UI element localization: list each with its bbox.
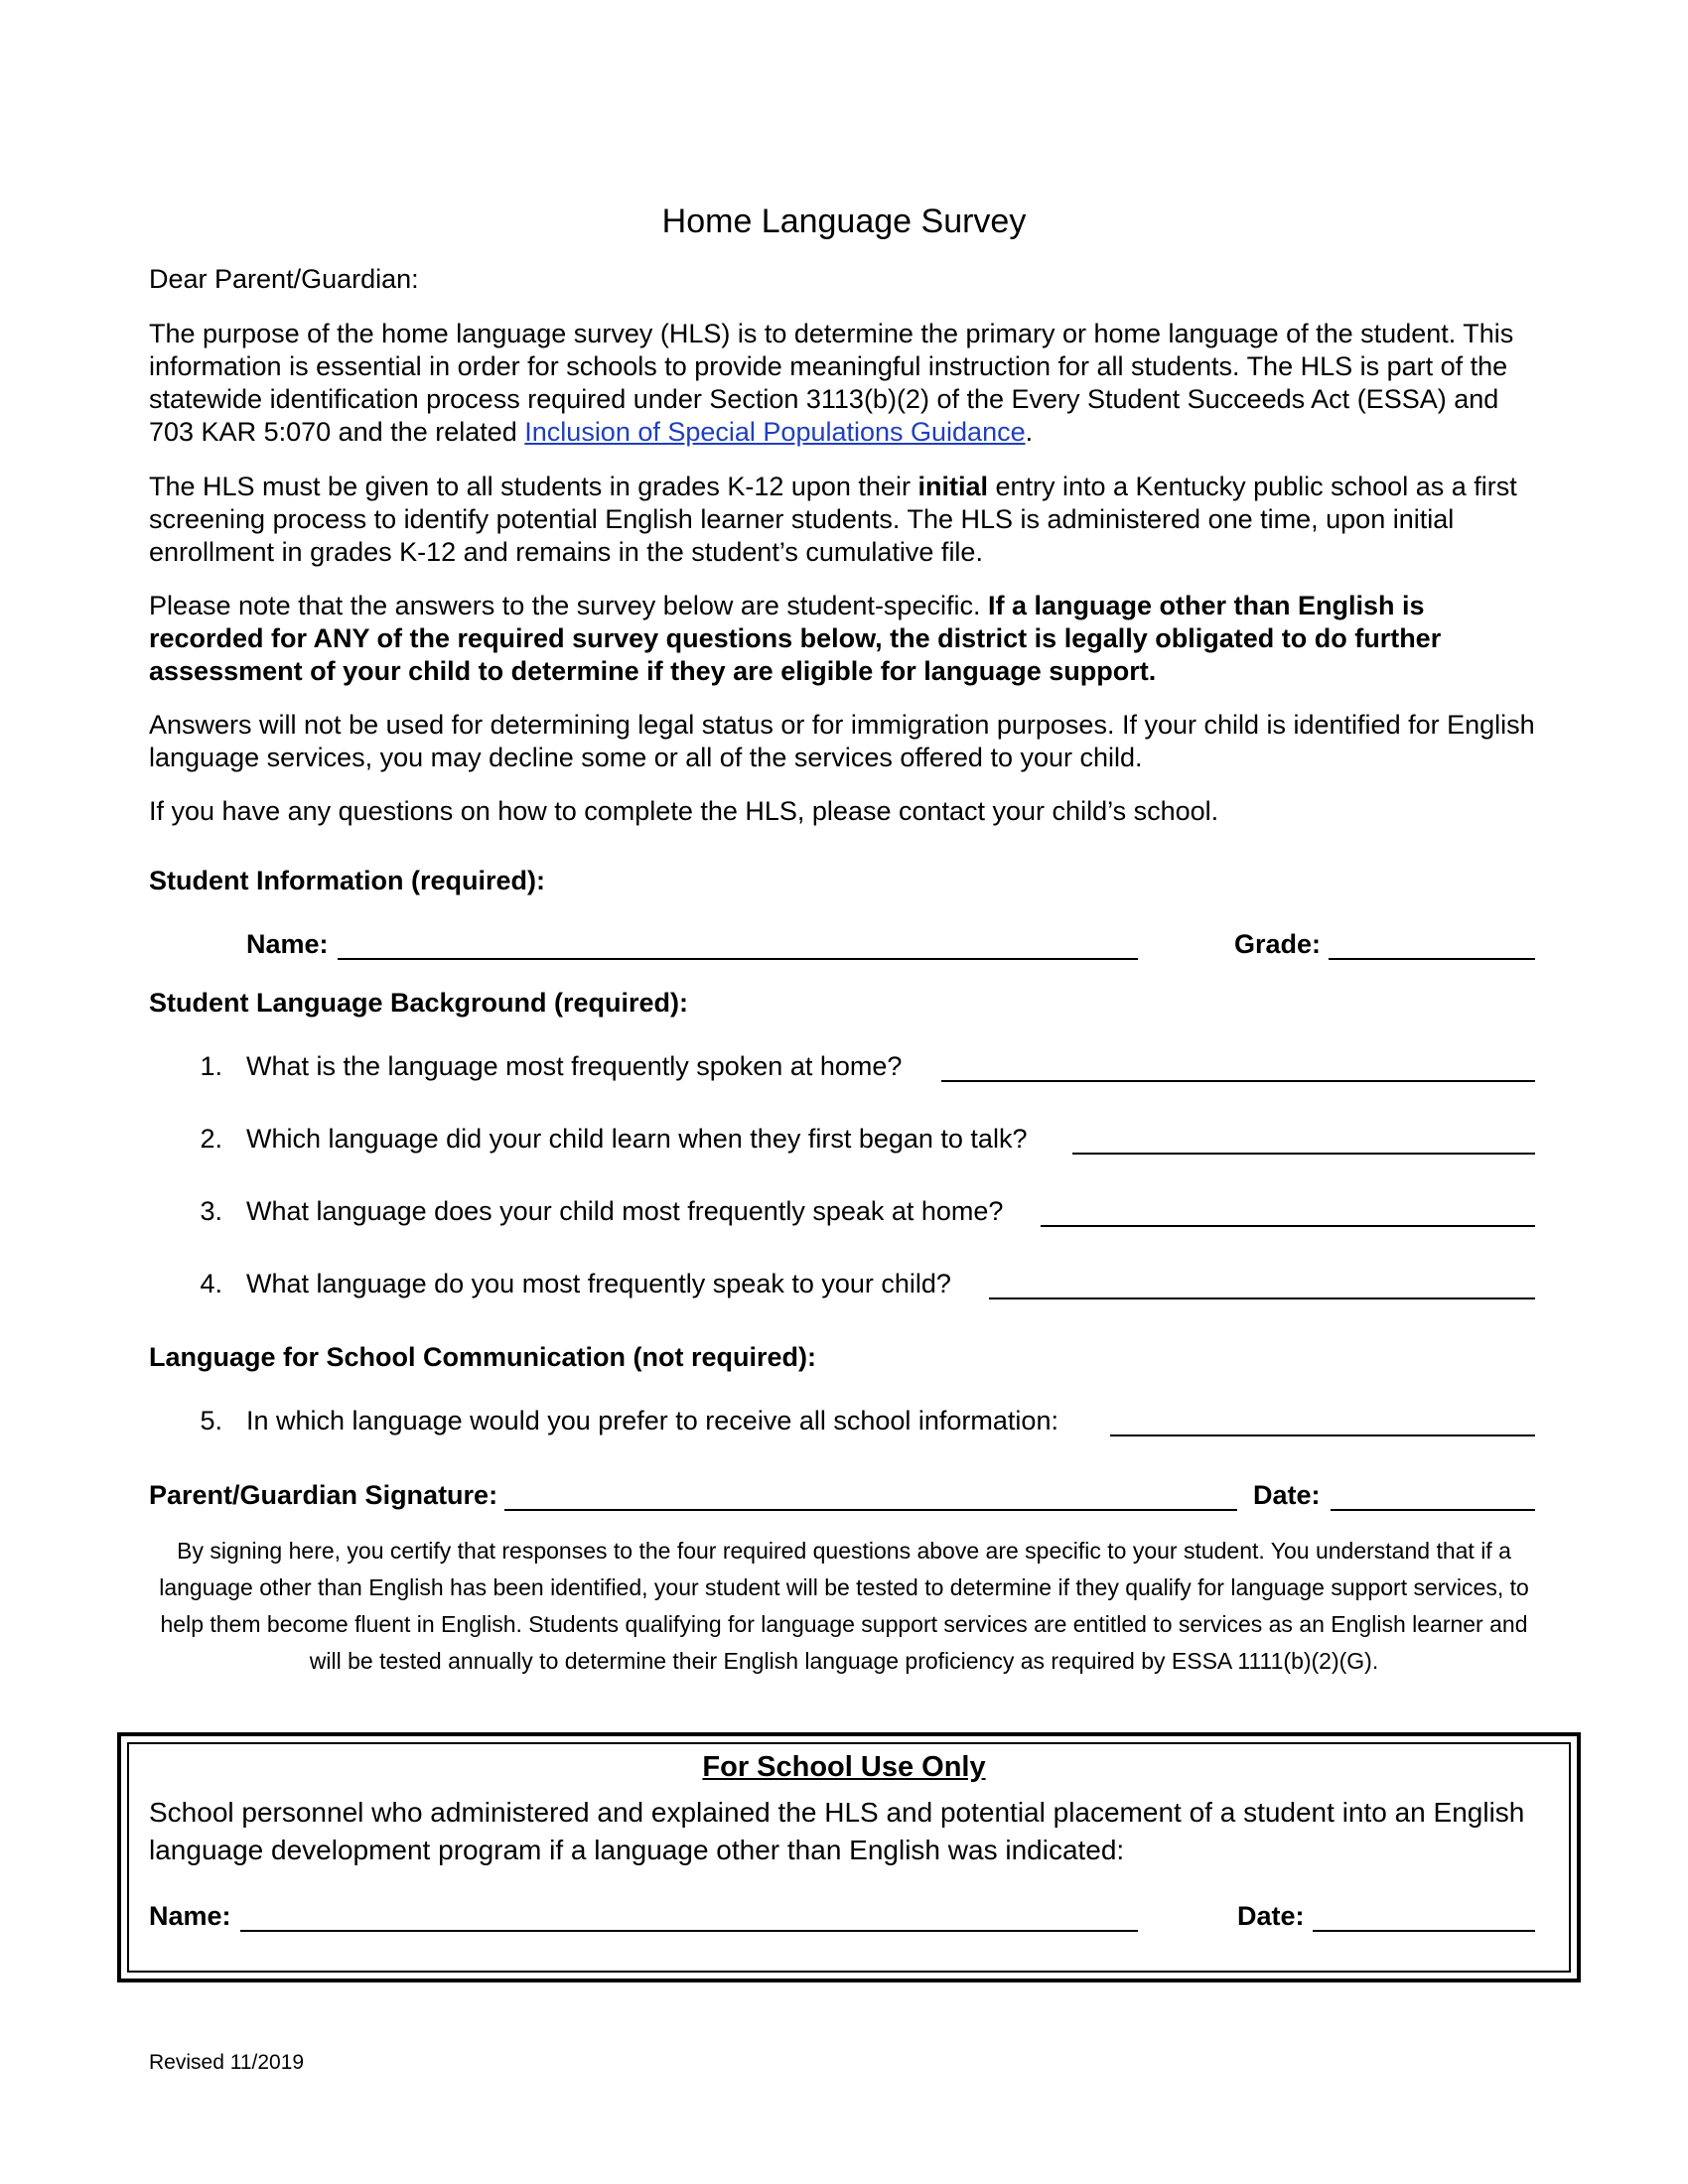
language-background-heading: Student Language Background (required): [149,988,689,1018]
question-number: 2. [200,1124,222,1154]
intro-paragraph-contact: If you have any questions on how to complete the HLS, please contact your child’s school. [149,796,1219,826]
student-name-field[interactable] [338,958,1138,960]
guidance-link[interactable]: Inclusion of Special Populations Guidance [524,417,1026,447]
note-legal-obligation: If a language other than English is recorded for ANY of the required survey questions below, the district is legally obligated to do further assessment of your child to determine if they are eligible for language support. [149,591,1442,686]
question-2-answer-field[interactable] [1072,1153,1535,1155]
grade-field[interactable] [1329,958,1535,960]
question-3-answer-field[interactable] [1041,1225,1535,1227]
signature-field[interactable] [504,1509,1237,1511]
administration-text-rest: entry into a Kentucky public school as a first screening process to identify potential English learner students. The HLS is administered one time, upon initial enrollment in grades K-12 and remains in the student’s cumulative file. [149,472,1517,567]
initial-emphasis: initial [917,472,988,501]
signature-date-field[interactable] [1331,1509,1535,1511]
question-text: What language do you most frequently speak to your child? [246,1269,951,1298]
school-use-date-label: Date: [1237,1901,1305,1931]
school-use-name-label: Name: [149,1901,231,1931]
purpose-end: . [1025,417,1034,447]
question-number: 4. [200,1269,222,1298]
administration-text: The HLS must be given to all students in grades K-12 upon their [149,472,918,501]
question-text: In which language would you prefer to receive all school information: [246,1406,1058,1435]
communication-heading: Language for School Communication (not required): [149,1342,816,1372]
intro-paragraph-legal-status: Answers will not be used for determining legal status or for immigration purposes. If your child is identified for English language services, you may decline some or all of the services offered to your child. [149,710,1535,772]
salutation: Dear Parent/Guardian: [149,264,419,294]
purpose-text: The purpose of the home language survey (HLS) is to determine the primary or home language of the student. This information is essential in order for schools to provide meaningful instruction for all students. The HLS is part of the statewide identification process required under Section 3113(b)(2) of the Every Student Succeeds Act (ESSA) and 703 KAR 5:070 and the related [149,319,1514,447]
revision-date: Revised 11/2019 [149,2051,305,2074]
question-1-answer-field[interactable] [941,1080,1535,1082]
intro-paragraph-administration [149,471,1539,569]
grade-label: Grade: [1234,929,1322,959]
question-number: 5. [200,1406,222,1435]
school-use-title: For School Use Only [702,1751,986,1783]
school-use-date-field[interactable] [1313,1930,1535,1932]
question-5-answer-field[interactable] [1110,1434,1535,1436]
page-title: Home Language Survey [661,203,1027,240]
signature-date-label: Date: [1253,1480,1321,1510]
student-name-label: Name: [246,929,329,959]
question-4-answer-field[interactable] [989,1297,1535,1299]
intro-paragraph-note [149,590,1539,688]
student-info-heading: Student Information (required): [149,866,545,895]
school-use-description: School personnel who administered and explained the HLS and potential placement of a student into an English language development program if a language other than English was indicated: [149,1797,1525,1865]
question-text: What language does your child most frequently speak at home? [246,1196,1004,1226]
question-text: Which language did your child learn when they first began to talk? [246,1124,1028,1154]
question-number: 3. [200,1196,222,1226]
certification-text: By signing here, you certify that responses to the four required questions above are specific to your student. You understand that if a language other than English has been identified, your student will be tested to determine if they qualify for language support services, to help them become fluent in English. Students qualifying for language support services are entitled to services as an English learner and will be tested annually to determine their English language proficiency as required by ESSA 1111(b)(2)(G). [159,1538,1529,1674]
intro-paragraph-purpose [149,318,1539,449]
question-text: What is the language most frequently spoken at home? [246,1051,903,1081]
note-text: Please note that the answers to the survey below are student-specific. [149,591,988,620]
question-number: 1. [200,1051,222,1081]
signature-label: Parent/Guardian Signature: [149,1480,498,1510]
school-use-name-field[interactable] [240,1930,1138,1932]
